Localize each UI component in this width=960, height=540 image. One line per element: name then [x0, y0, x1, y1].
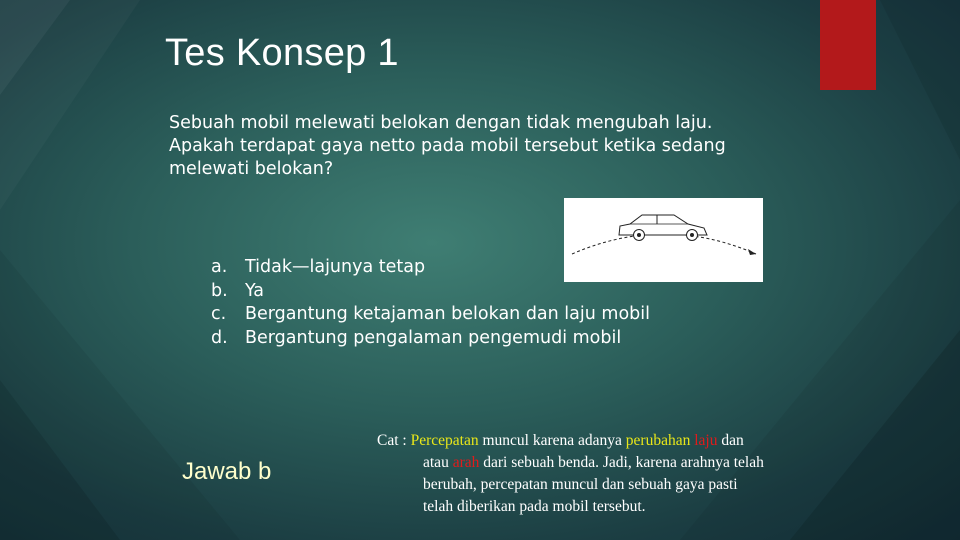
- note-fragment: atau: [423, 454, 449, 471]
- question-line: Sebuah mobil melewati belokan dengan tidak mengubah laju.: [169, 113, 713, 133]
- option-text: Tidak—lajunya tetap: [245, 257, 426, 277]
- note-text: [377, 430, 847, 518]
- note-fragment: muncul karena adanya: [482, 432, 622, 449]
- car-on-curve-image: [564, 198, 763, 282]
- note-line: berubah, percepatan muncul dan sebuah gaya pasti: [423, 476, 738, 493]
- option-letter: b.: [211, 280, 228, 301]
- note-fragment: dari sebuah benda. Jadi, karena arahnya telah: [483, 454, 764, 471]
- option-text: Bergantung ketajaman belokan dan laju mobil: [245, 304, 650, 324]
- option-b: [211, 280, 650, 304]
- note-highlight: arah: [452, 454, 480, 471]
- answer-text: Jawab b: [182, 458, 272, 485]
- note-line: telah diberikan pada mobil tersebut.: [423, 498, 646, 515]
- option-letter: d.: [211, 327, 228, 348]
- question-line: Apakah terdapat gaya netto pada mobil tersebut ketika sedang: [169, 136, 726, 156]
- note-line: [377, 430, 847, 452]
- option-text: Ya: [245, 280, 265, 301]
- note-highlight: perubahan: [625, 432, 691, 449]
- question-text: [169, 112, 829, 181]
- note-highlight: laju: [694, 432, 718, 449]
- option-c: [211, 303, 650, 327]
- slide-title: Tes Konsep 1: [165, 32, 399, 74]
- accent-bar: [820, 0, 876, 90]
- option-d: [211, 327, 650, 351]
- note-label: Cat: [377, 432, 399, 449]
- note-highlight: Percepatan: [410, 432, 479, 449]
- option-letter: a.: [211, 257, 228, 277]
- note-separator: :: [402, 432, 407, 449]
- note-line: [377, 452, 847, 474]
- option-text: Bergantung pengalaman pengemudi mobil: [245, 327, 622, 348]
- option-letter: c.: [211, 304, 227, 324]
- note-fragment: dan: [721, 432, 744, 449]
- question-line: melewati belokan?: [169, 159, 334, 179]
